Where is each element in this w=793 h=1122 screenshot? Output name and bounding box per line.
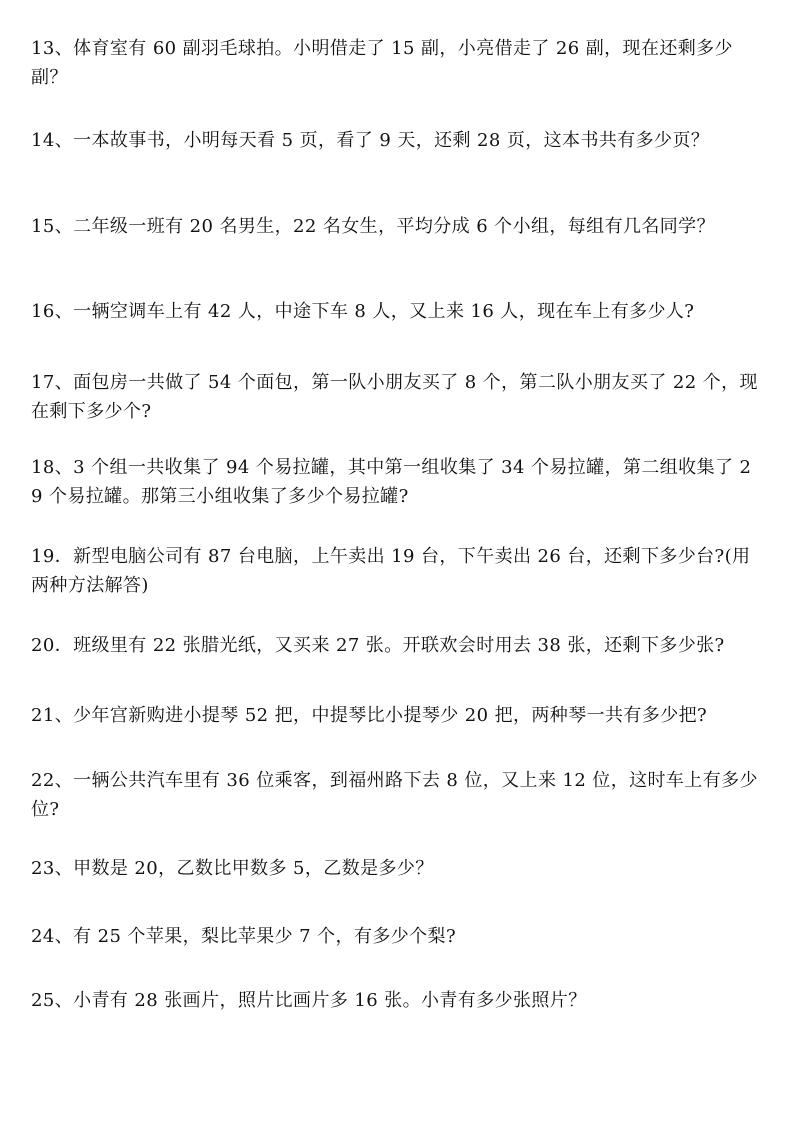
- problem-text: 一本故事书，小明每天看 5 页，看了 9 天，还剩 28 页，这本书共有多少页？: [73, 130, 710, 151]
- problem-number: 22、: [31, 770, 74, 791]
- problem-25: [31, 986, 761, 1015]
- problem-23: [31, 854, 761, 883]
- problem-24: [31, 922, 761, 951]
- problem-number: 13、: [31, 38, 74, 59]
- problem-text: 有 25 个苹果，梨比苹果少 7 个，有多少个梨?: [73, 926, 457, 947]
- problem-number: 18、: [31, 457, 74, 478]
- problem-number: 23、: [31, 858, 74, 879]
- problem-text: 班级里有 22 张腊光纸，又买来 27 张。开联欢会时用去 38 张，还剩下多少张?: [73, 635, 725, 656]
- problem-18: [31, 453, 761, 511]
- problem-text: 甲数是 20，乙数比甲数多 5，乙数是多少？: [73, 858, 434, 879]
- problem-text: 小青有 28 张画片，照片比画片多 16 张。小青有多少张照片？: [73, 990, 587, 1011]
- problem-text: 面包房一共做了 54 个面包，第一队小朋友买了 8 个，第二队小朋友买了 22 个，现在剩下多少个?: [31, 372, 758, 422]
- problem-text: 一辆公共汽车里有 36 位乘客，到福州路下去 8 位，又上来 12 位，这时车上有多少位?: [31, 770, 758, 820]
- problem-number: 19．: [31, 546, 74, 567]
- problem-number: 21、: [31, 705, 74, 726]
- problem-17: [31, 368, 761, 426]
- problem-text: 体育室有 60 副羽毛球拍。小明借走了 15 副，小亮借走了 26 副，现在还剩多少副？: [31, 38, 733, 88]
- problem-number: 20．: [31, 635, 74, 656]
- problem-text: 新型电脑公司有 87 台电脑，上午卖出 19 台，下午卖出 26 台，还剩下多少台?(用两种方法解答): [31, 546, 751, 596]
- problem-20: [31, 631, 761, 660]
- problem-number: 15、: [31, 216, 74, 237]
- problem-number: 24、: [31, 926, 74, 947]
- problem-text: 一辆空调车上有 42 人，中途下车 8 人，又上来 16 人，现在车上有多少人?: [73, 301, 695, 322]
- problem-15: [31, 212, 761, 241]
- problem-number: 17、: [31, 372, 74, 393]
- problem-text: 二年级一班有 20 名男生，22 名女生，平均分成 6 个小组，每组有几名同学？: [73, 216, 715, 237]
- problem-13: [31, 34, 761, 92]
- problem-16: [31, 297, 761, 326]
- problem-22: [31, 766, 761, 824]
- problem-text: 少年宫新购进小提琴 52 把，中提琴比小提琴少 20 把，两种琴一共有多少把?: [73, 705, 708, 726]
- problem-number: 25、: [31, 990, 74, 1011]
- problem-14: [31, 126, 761, 155]
- problem-number: 14、: [31, 130, 74, 151]
- problem-text: 3 个组一共收集了 94 个易拉罐，其中第一组收集了 34 个易拉罐，第二组收集了 29 个易拉罐。那第三小组收集了多少个易拉罐?: [31, 457, 752, 507]
- problem-number: 16、: [31, 301, 74, 322]
- problem-21: [31, 701, 761, 730]
- problem-19: [31, 542, 761, 600]
